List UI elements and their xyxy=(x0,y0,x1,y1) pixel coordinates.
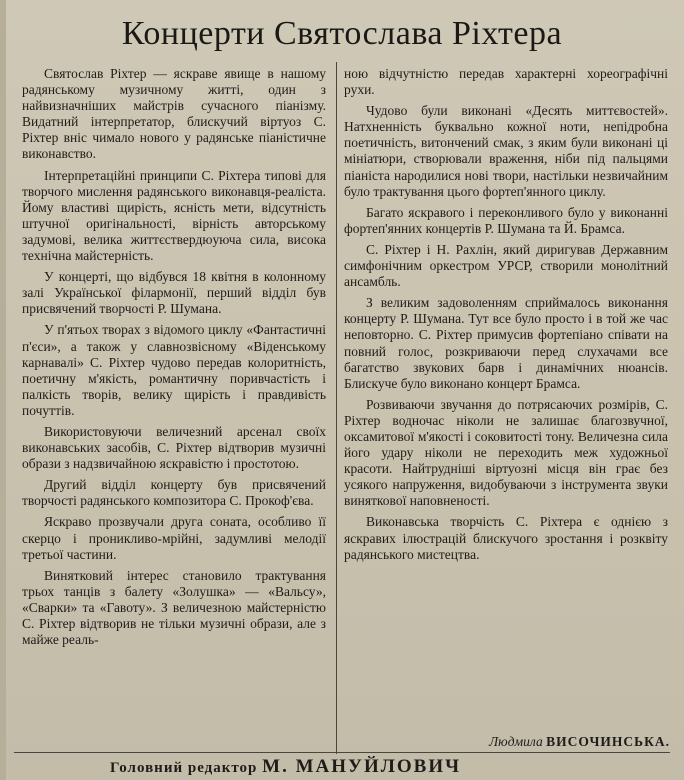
left-column xyxy=(22,66,326,653)
paragraph: У концерті, що відбувся 18 квітня в колонному залі Української філармонії, перший відділ був присвячений творчості Р. Шумана. xyxy=(22,269,326,317)
author-signature xyxy=(470,734,670,750)
footer-rule xyxy=(14,752,670,753)
paragraph: З великим задоволенням сприймалось виконання концерту Р. Шумана. Тут все було просто і в той же час неповторно. С. Ріхтер примусив фортепіано співати на повний голос, розкриваючи перед слухачами все багатство звукових барв і динамічних нюансів. Блискуче було виконано концерт Брамса. xyxy=(344,295,668,391)
paragraph: Інтерпретаційні принципи С. Ріхтера типові для творчого мислення радянського виконавця-реаліста. Йому властиві щирість, ясність мети, відсутність штучної оригінальності, вірність авторському задумові, велика життєствердюуюча сила, висока технічна майстерність. xyxy=(22,167,326,264)
article-headline: Концерти Святослава Ріхтера xyxy=(121,15,563,52)
paragraph: Святослав Ріхтер — яскраве явище в нашому радянському музичному житті, один з найвизначніших майстрів сучасного піанізму. Видатний інтерпретатор, блискучий віртуоз С. Ріхтер вніс чимало нового у радянське піаністичне виконавство. xyxy=(22,66,326,162)
column-divider xyxy=(336,62,337,754)
paragraph: Розвиваючи звучання до потрясаючих розмірів, С. Ріхтер водночас ніколи не залишає благозвучної, оксамитової м'якості і соковитості тону. Величезна сила його удару ніколи не переходить меж художньої красоти. Найтрудніші віртуозні місця він грає без усякого напруження, видобуваючи з інструмента звуки виняткової наповненості. xyxy=(344,396,668,509)
paragraph: Використовуючи величезний арсенал своїх виконавських засобів, С. Ріхтер відтворив музичні образи з надзвичайною яскравістю і простотою. xyxy=(22,423,326,472)
paragraph: У п'ятьох творах з відомого циклу «Фантастичні п'єси», а також у славнозвісному «Віденському карнавалі» С. Ріхтер чудово передав колоритність, поетичну м'якість, романтичну поривчастість і палкість творів, велику щирість і правдивість почуттів. xyxy=(22,322,326,418)
page-fold-shadow xyxy=(0,0,6,780)
author-surname: ВИСОЧИНСЬКА. xyxy=(546,734,670,749)
editor-credit xyxy=(110,756,530,778)
paragraph: Чудово були виконані «Десять миттєвостей». Натхненність буквально кожної ноти, непідробна поетичність, витончений смак, з яким були виконані ці мініатюри, створювали враження, ніби під пальцями піаніста народилися нові твори, настільки незвичайним було трактування цього фортеп'янного циклу. xyxy=(344,103,668,199)
right-column xyxy=(344,66,668,568)
author-first-name: Людмила xyxy=(489,734,543,749)
paragraph: С. Ріхтер і Н. Рахлін, який диригував Державним симфонічним оркестром УРСР, створили монолітний ансамбль. xyxy=(344,241,668,290)
editor-role: Головний редактор xyxy=(110,760,258,776)
paragraph: Яскраво прозвучали друга соната, особливо її скерцо і проникливо-мрійні, задумливі мелодії третьої частини. xyxy=(22,514,326,562)
paragraph: Багато яскравого і переконливого було у виконанні фортеп'янних концертів Р. Шумана та Й. Брамса. xyxy=(344,204,668,236)
paragraph-continuation: ною відчутністю передав характерні хореографічні рухи. xyxy=(344,66,668,98)
paragraph: Другий відділ концерту був присвячений творчості радянського композитора С. Прокоф'єва. xyxy=(22,477,326,509)
editor-name: М. МАНУЙЛОВИЧ xyxy=(262,756,462,777)
paragraph: Винятковий інтерес становило трактування трьох танців з балету «Золушка» — «Вальсу», «Сварки» та «Гавоту». З величезною майстерністю С. Ріхтер відтворив не тільки музичні образи, але з майже реаль- xyxy=(22,567,326,648)
paragraph: Виконавська творчість С. Ріхтера є однією з яскравих ілюстрацій блискучого зростання і розквіту радянського мистецтва. xyxy=(344,514,668,562)
